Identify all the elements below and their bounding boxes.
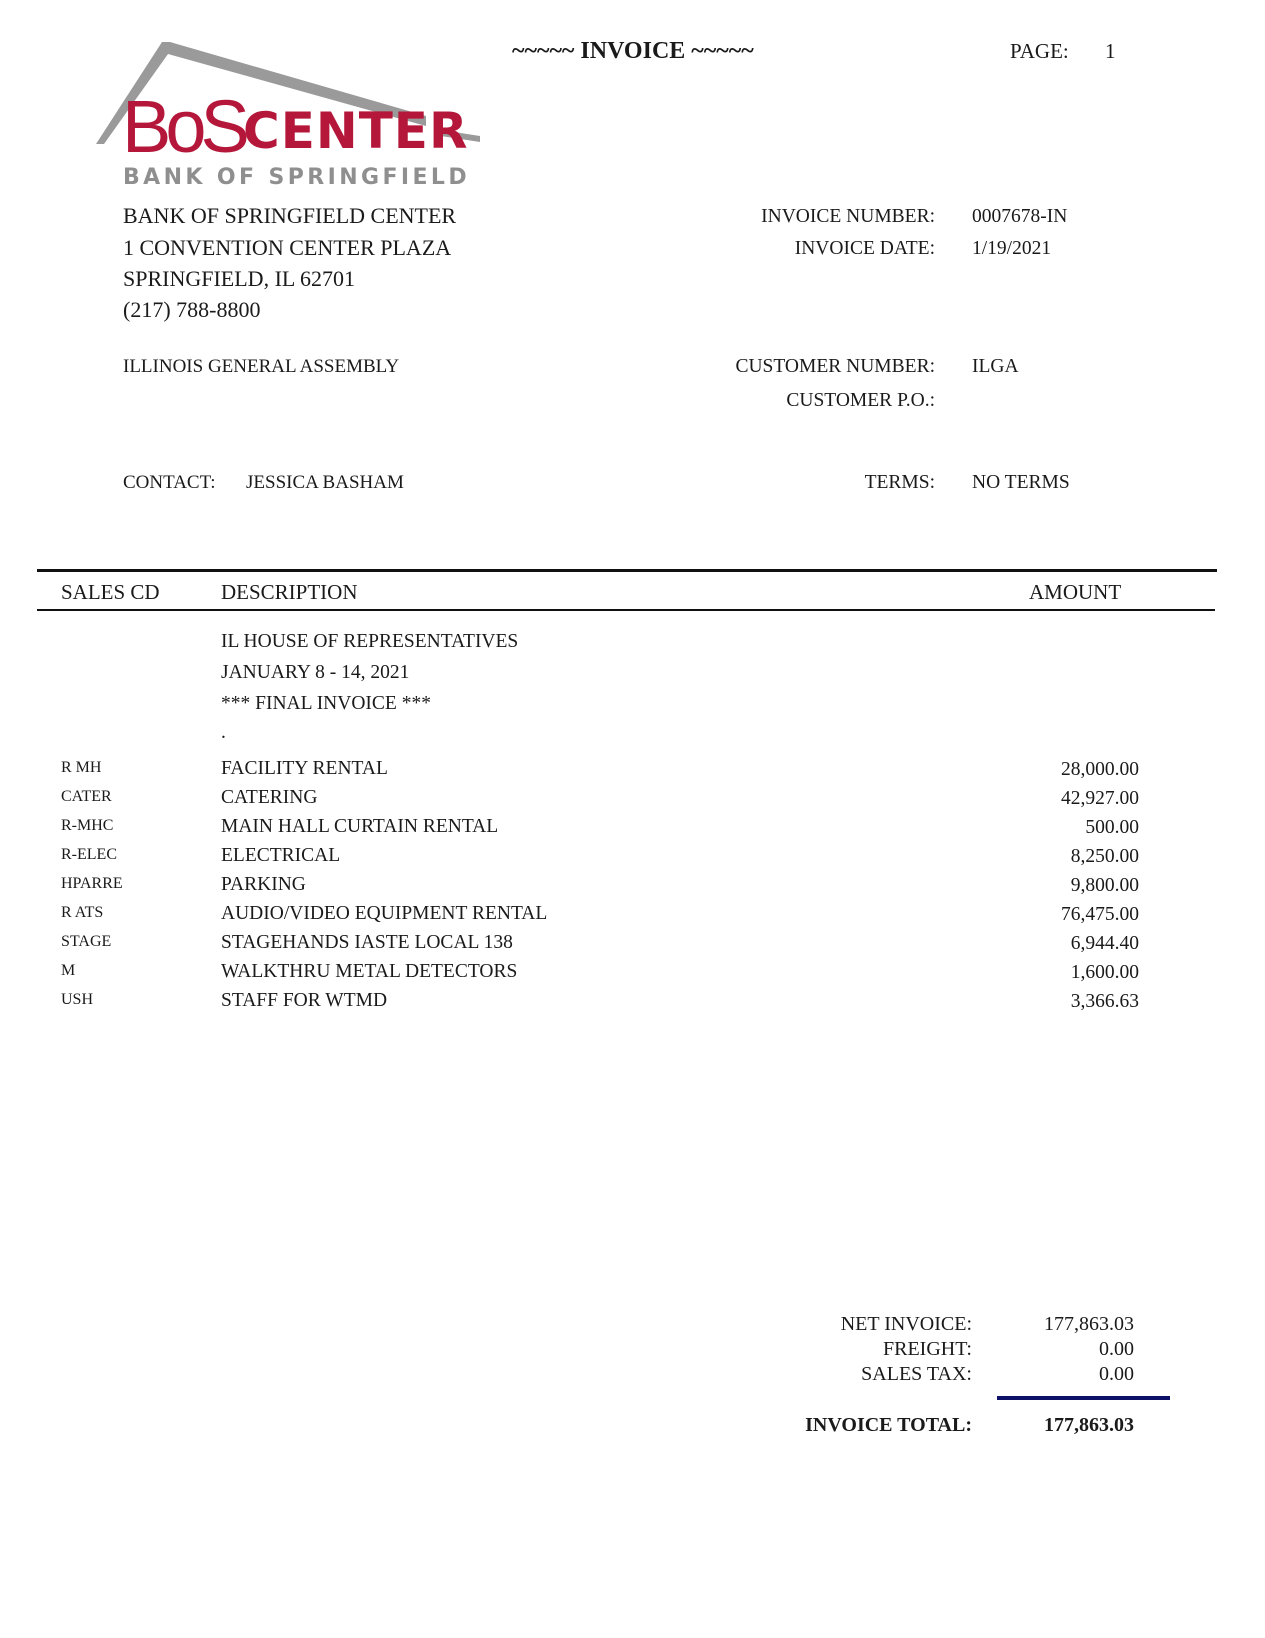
row-amount: 1,600.00	[1070, 962, 1139, 983]
row-code: R-MHC	[61, 817, 114, 834]
row-amount: 500.00	[1085, 817, 1139, 838]
logo-bos-text: BoS	[122, 85, 244, 168]
row-description: AUDIO/VIDEO EQUIPMENT RENTAL	[221, 903, 548, 924]
table-top-rule	[37, 569, 1217, 572]
row-amount: 76,475.00	[1061, 904, 1139, 925]
net-invoice-label: NET INVOICE:	[840, 1313, 972, 1335]
logo-subtitle: BANK OF SPRINGFIELD	[123, 165, 470, 190]
row-code: STAGE	[61, 933, 112, 950]
terms-label: TERMS:	[864, 472, 935, 493]
row-code: R MH	[61, 759, 102, 776]
note-event: IL HOUSE OF REPRESENTATIVES	[221, 631, 519, 652]
invoice-title	[512, 38, 754, 65]
col-header-amount: AMOUNT	[1029, 580, 1122, 604]
contact-name: JESSICA BASHAM	[246, 472, 404, 493]
row-description: PARKING	[221, 874, 306, 895]
contact-label: CONTACT:	[123, 472, 216, 493]
row-description: STAFF FOR WTMD	[221, 990, 388, 1011]
row-description: CATERING	[221, 787, 318, 808]
invoice-date-label: INVOICE DATE:	[794, 238, 935, 259]
invoice-number: 0007678-IN	[972, 206, 1068, 227]
row-amount: 28,000.00	[1061, 759, 1139, 780]
invoice-date: 1/19/2021	[972, 238, 1052, 259]
row-description: STAGEHANDS IASTE LOCAL 138	[221, 932, 513, 953]
table-header-rule	[37, 609, 1215, 611]
row-amount: 6,944.40	[1070, 933, 1139, 954]
company-address2: SPRINGFIELD, IL 62701	[123, 266, 356, 291]
row-description: WALKTHRU METAL DETECTORS	[221, 961, 518, 982]
row-description: MAIN HALL CURTAIN RENTAL	[221, 816, 499, 837]
row-code: CATER	[61, 788, 112, 805]
invoice-number-label: INVOICE NUMBER:	[761, 206, 935, 227]
row-code: USH	[61, 991, 94, 1008]
customer-po-label: CUSTOMER P.O.:	[786, 390, 935, 411]
note-final: *** FINAL INVOICE ***	[221, 693, 431, 714]
row-code: R-ELEC	[61, 846, 117, 863]
note-dot: .	[221, 722, 226, 743]
page-number: 1	[1105, 39, 1116, 63]
freight-value: 0.00	[1099, 1338, 1134, 1360]
net-invoice-value: 177,863.03	[1044, 1313, 1134, 1335]
row-description: FACILITY RENTAL	[221, 758, 388, 779]
customer-number: ILGA	[972, 356, 1019, 377]
row-code: R ATS	[61, 904, 104, 921]
terms-value: NO TERMS	[972, 472, 1070, 493]
row-code: M	[61, 962, 76, 979]
row-amount: 3,366.63	[1070, 991, 1139, 1012]
title-wave-right: ~~~~~	[691, 38, 754, 64]
row-code: HPARRE	[61, 875, 123, 892]
row-amount: 9,800.00	[1070, 875, 1139, 896]
title-wave-left: ~~~~~	[512, 38, 575, 64]
sales-tax-label: SALES TAX:	[861, 1363, 972, 1385]
col-header-sales-cd: SALES CD	[61, 580, 160, 604]
company-phone: (217) 788-8800	[123, 297, 261, 322]
note-dates: JANUARY 8 - 14, 2021	[221, 662, 410, 683]
bos-center-logo	[96, 40, 486, 195]
customer-name: ILLINOIS GENERAL ASSEMBLY	[123, 356, 400, 377]
row-description: ELECTRICAL	[221, 845, 341, 866]
company-name: BANK OF SPRINGFIELD CENTER	[123, 203, 457, 228]
customer-number-label: CUSTOMER NUMBER:	[735, 356, 935, 377]
invoice-total-label: INVOICE TOTAL:	[805, 1414, 972, 1436]
invoice-total-value: 177,863.03	[1044, 1414, 1134, 1436]
row-amount: 8,250.00	[1070, 846, 1139, 867]
page-label: PAGE:	[1010, 39, 1069, 63]
col-header-description: DESCRIPTION	[221, 580, 358, 604]
logo-center-text: CENTER	[243, 102, 469, 160]
title-text: INVOICE	[580, 38, 686, 64]
sales-tax-value: 0.00	[1099, 1363, 1134, 1385]
row-amount: 42,927.00	[1061, 788, 1139, 809]
company-address1: 1 CONVENTION CENTER PLAZA	[123, 235, 452, 260]
freight-label: FREIGHT:	[882, 1338, 972, 1360]
total-rule	[997, 1396, 1170, 1400]
